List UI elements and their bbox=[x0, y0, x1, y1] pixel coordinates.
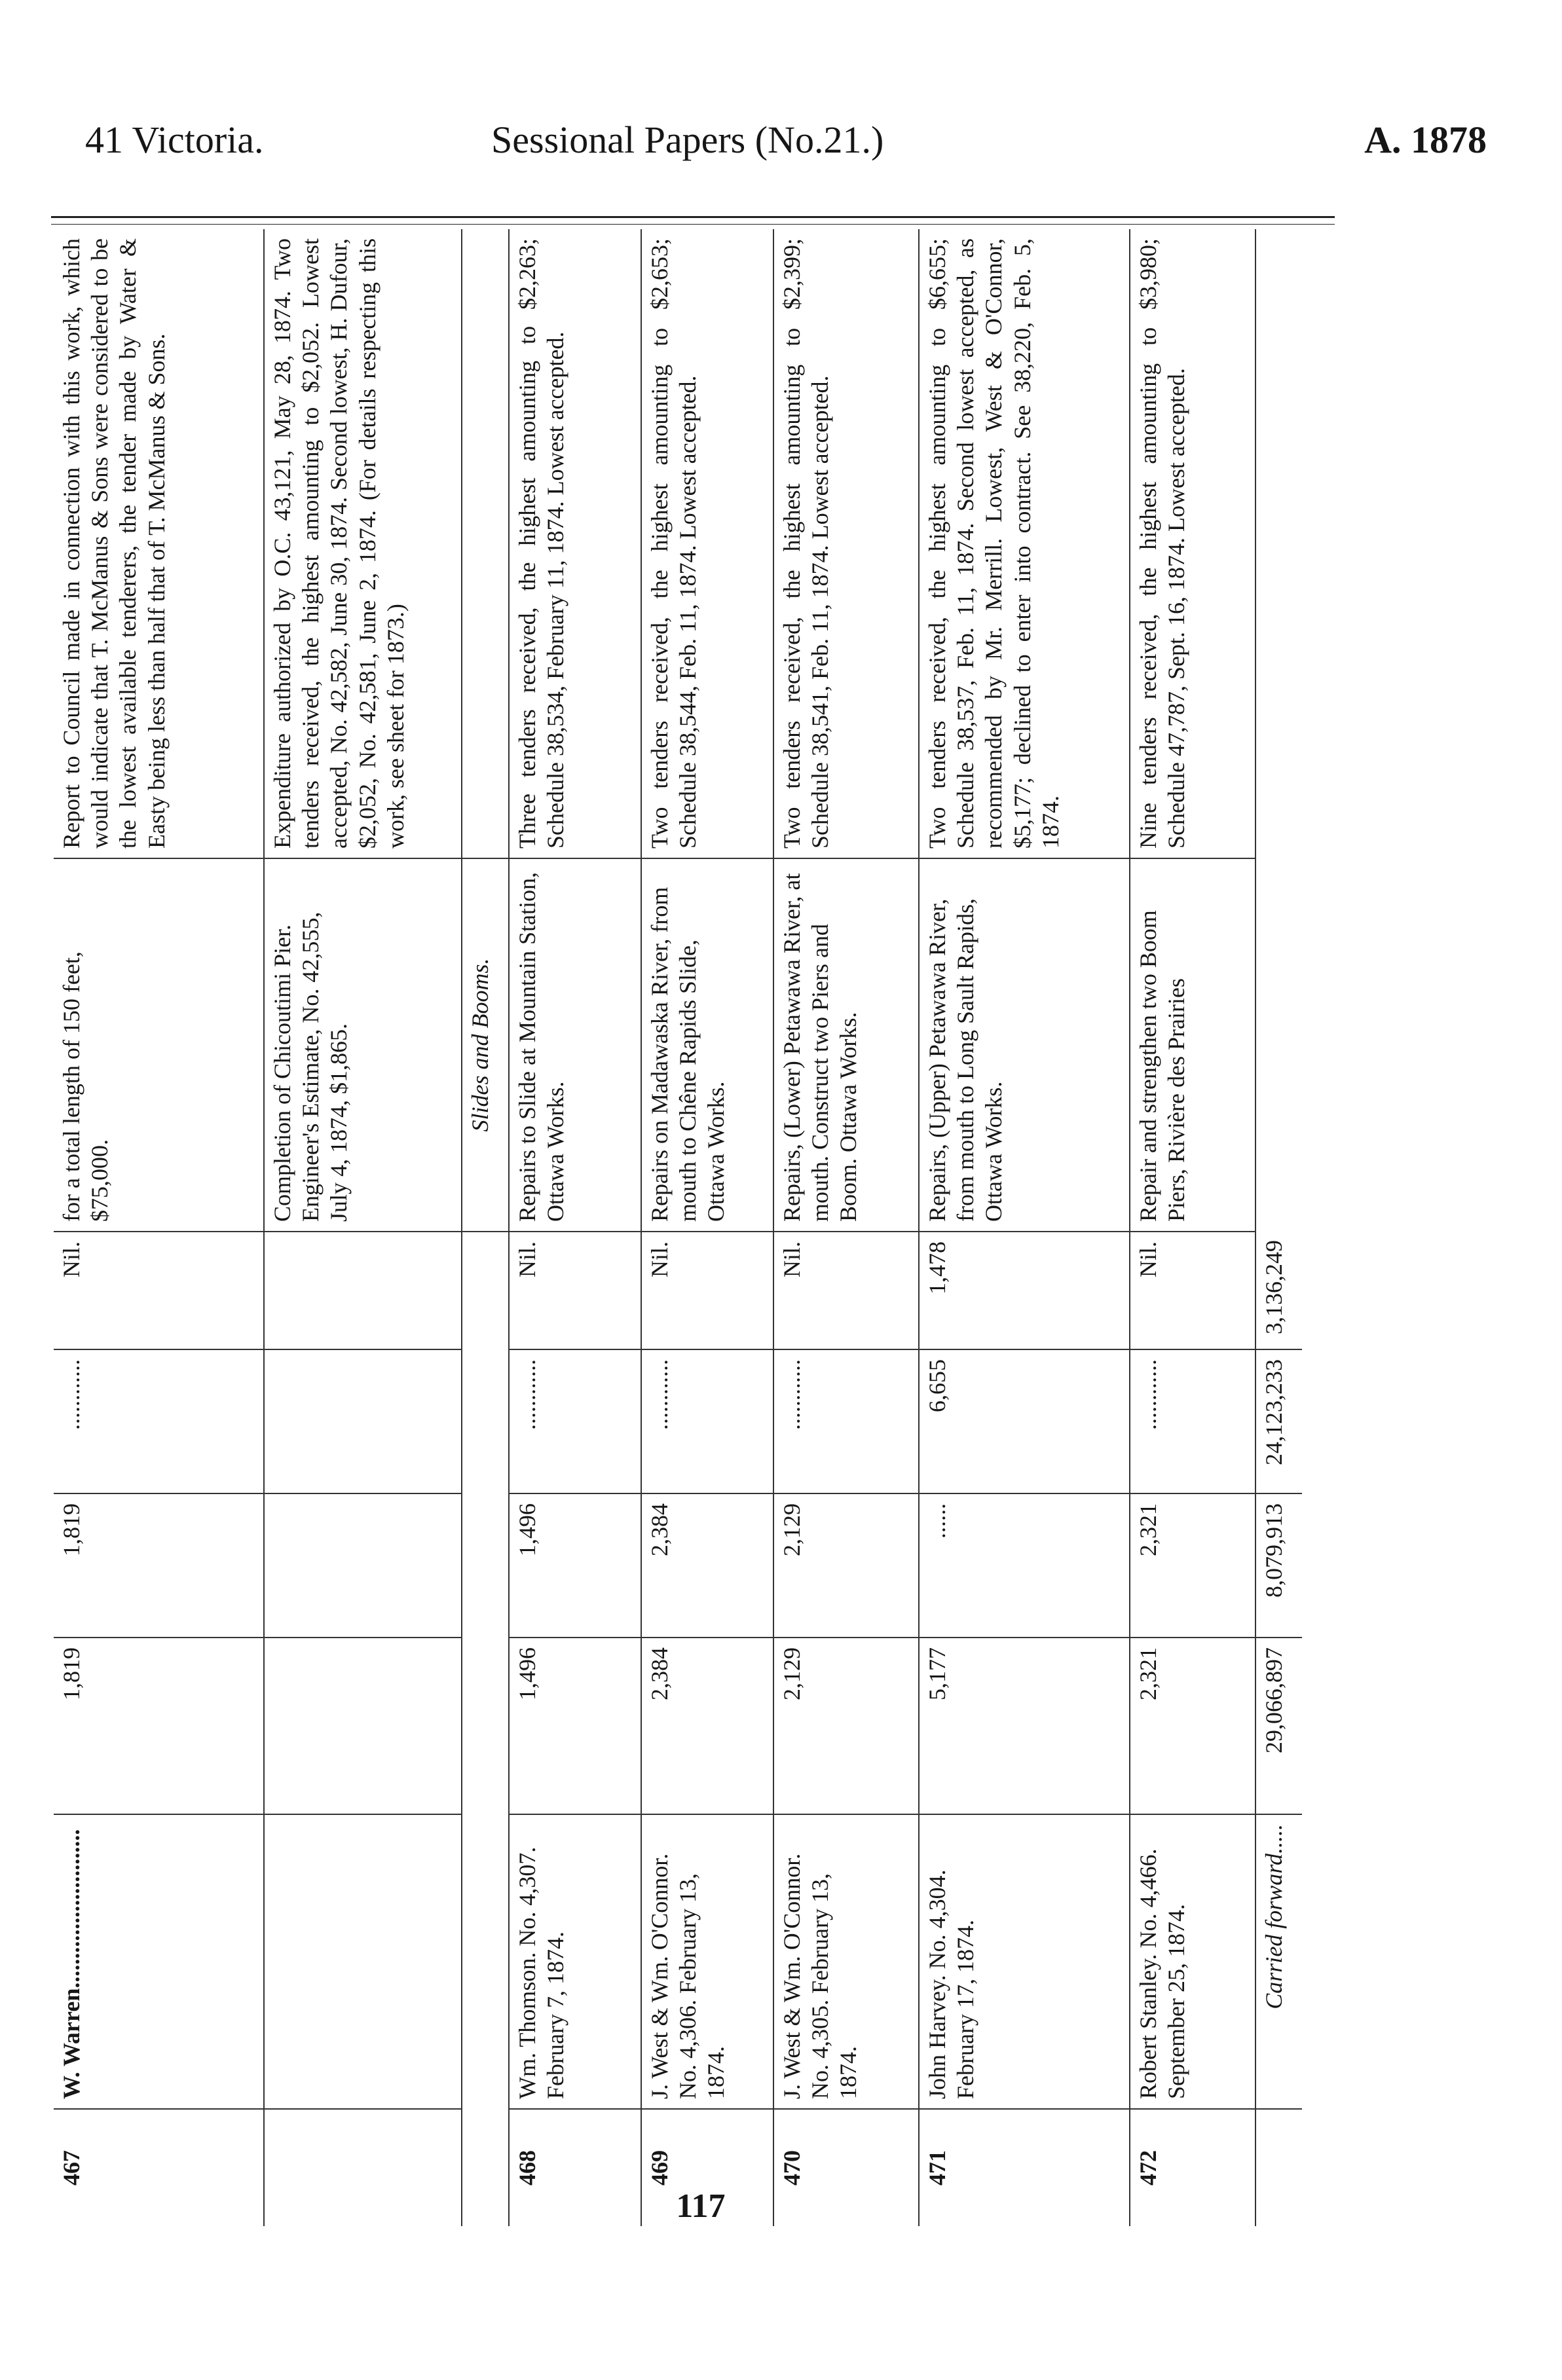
amount-paid: 2,321 bbox=[1130, 1493, 1255, 1637]
table-row bbox=[774, 229, 920, 2226]
remarks: Two tenders received, the highest amounting to $6,655; Schedule 38,537, Feb. 11, 1874. Second lowest accepted, as recommended by Mr. Merrill. Lowest, West & O'Connor, $5,177; declined to enter into contract. See 38,220, Feb. 5, 1874. bbox=[924, 238, 1064, 849]
amount-paid: 1,496 bbox=[510, 1493, 641, 1637]
contractor-name: W. Warren........................... bbox=[54, 1814, 263, 2108]
amount-col6: Nil. bbox=[774, 1231, 918, 1349]
total-col5: 24,123,233 bbox=[1256, 1349, 1302, 1493]
amount-paid bbox=[265, 1493, 461, 1637]
header-year: A. 1878 bbox=[1364, 119, 1487, 161]
total-paid: 8,079,913 bbox=[1256, 1493, 1302, 1637]
section-title: Slides and Booms. bbox=[462, 858, 508, 1231]
amount-col6: Nil. bbox=[642, 1231, 773, 1349]
remarks: Nine tenders received, the highest amounting to $3,980; Schedule 47,787, Sept. 16, 1874. Lowest accepted. bbox=[1135, 238, 1190, 849]
work-description: Repairs, (Upper) Petawawa River, from mouth to Long Sault Rapids, Ottawa Works. bbox=[920, 858, 1129, 1231]
amount-paid: 1,819 bbox=[54, 1493, 263, 1637]
table-row bbox=[1130, 229, 1256, 2226]
contractor-name bbox=[265, 1814, 461, 2108]
totals-row bbox=[1256, 229, 1302, 2226]
table-row bbox=[265, 229, 462, 2226]
carried-forward-label: Carried forward..... bbox=[1256, 1814, 1302, 2108]
table-row bbox=[510, 229, 642, 2226]
row-number: 468 bbox=[510, 2108, 641, 2226]
work-description: Repairs to Slide at Mountain Station, Ottawa Works. bbox=[510, 858, 641, 1231]
total-col6: 3,136,249 bbox=[1261, 1240, 1287, 1334]
amount-col6 bbox=[265, 1231, 461, 1349]
page-header bbox=[85, 118, 1487, 196]
amount-col5: ............ bbox=[1130, 1349, 1255, 1493]
row-number: 469 bbox=[642, 2108, 773, 2226]
amount-col5: ............ bbox=[54, 1349, 263, 1493]
contractor-name: J. West & Wm. O'Connor. No. 4,306. February 13, 1874. bbox=[642, 1814, 773, 2108]
row-number: 472 bbox=[1130, 2108, 1255, 2226]
contract-amount: 2,321 bbox=[1130, 1637, 1255, 1814]
amount-col6: 1,478 bbox=[920, 1231, 1129, 1349]
contract-amount: 2,129 bbox=[774, 1637, 918, 1814]
contract-amount: 1,819 bbox=[54, 1637, 263, 1814]
amount-col6: Nil. bbox=[54, 1231, 263, 1349]
header-volume: 41 Victoria. bbox=[85, 119, 264, 161]
contract-amount: 1,496 bbox=[510, 1637, 641, 1814]
work-description: Repair and strengthen two Boom Piers, Rivière des Prairies bbox=[1130, 858, 1255, 1231]
work-description: Completion of Chicoutimi Pier. Engineer's Estimate, No. 42,555, July 4, 1874, $1,865. bbox=[265, 858, 461, 1231]
amount-col5: 6,655 bbox=[920, 1349, 1129, 1493]
table-row bbox=[642, 229, 774, 2226]
contracts-table bbox=[54, 229, 1350, 2226]
contractor-name: J. West & Wm. O'Connor. No. 4,305. February 13, 1874. bbox=[774, 1814, 918, 2108]
work-description: Repairs, (Lower) Petawawa River, at mouth. Construct two Piers and Boom. Ottawa Works. bbox=[774, 858, 918, 1231]
total-amount: 29,066,897 bbox=[1256, 1637, 1302, 1814]
contract-amount bbox=[265, 1637, 461, 1814]
remarks: Expenditure authorized by O.C. 43,121, May 28, 1874. Two tenders received, the highest amounting to $2,052. Lowest accepted, No. 42,582, June 30, 1874. Second lowest, H. Dufour, $2,052, No. 42,581, June 2, 1874. (For details respecting this work, see sheet for 1873.) bbox=[269, 238, 409, 849]
contractor-name: Robert Stanley. No. 4,466. September 25, 1874. bbox=[1130, 1814, 1255, 2108]
remarks: Three tenders received, the highest amounting to $2,263; Schedule 38,534, February 11, 1874. Lowest accepted. bbox=[514, 238, 569, 849]
contract-amount: 2,384 bbox=[642, 1637, 773, 1814]
amount-col5: ............ bbox=[642, 1349, 773, 1493]
header-title: Sessional Papers (No.21.) bbox=[491, 119, 884, 161]
table-row bbox=[54, 229, 265, 2226]
remarks: Two tenders received, the highest amounting to $2,399; Schedule 38,541, Feb. 11, 1874. Lowest accepted. bbox=[779, 238, 834, 849]
row-number bbox=[265, 2108, 461, 2226]
work-description: for a total length of 150 feet, $75,000. bbox=[54, 858, 263, 1231]
amount-paid: ...... bbox=[920, 1493, 1129, 1637]
header-rule-thin bbox=[51, 224, 1335, 225]
contractor-name: John Harvey. No. 4,304. February 17, 1874. bbox=[920, 1814, 1129, 2108]
amount-paid: 2,129 bbox=[774, 1493, 918, 1637]
header-rule bbox=[51, 216, 1335, 218]
work-description: Repairs on Madawaska River, from mouth to Chêne Rapids Slide, Ottawa Works. bbox=[642, 858, 773, 1231]
amount-col5: ............ bbox=[774, 1349, 918, 1493]
amount-col5 bbox=[265, 1349, 461, 1493]
contractor-name: Wm. Thomson. No. 4,307. February 7, 1874. bbox=[510, 1814, 641, 2108]
section-heading-row bbox=[462, 229, 510, 2226]
page-number: 117 bbox=[676, 2188, 726, 2225]
amount-paid: 2,384 bbox=[642, 1493, 773, 1637]
row-number: 470 bbox=[774, 2108, 918, 2226]
row-number: 471 bbox=[920, 2108, 1129, 2226]
row-number: 467 bbox=[54, 2108, 263, 2226]
table-row bbox=[920, 229, 1130, 2226]
amount-col5: ............ bbox=[510, 1349, 641, 1493]
amount-col6: Nil. bbox=[510, 1231, 641, 1349]
remarks: Report to Council made in connection with this work, which would indicate that T. McManus & Sons were considered to be the lowest available tenderers, the tender made by Water & Easty being less than half that of T. McManus & Sons. bbox=[58, 238, 170, 849]
contract-amount: 5,177 bbox=[920, 1637, 1129, 1814]
amount-col6: Nil. bbox=[1130, 1231, 1255, 1349]
remarks: Two tenders received, the highest amounting to $2,653; Schedule 38,544, Feb. 11, 1874. Lowest accepted. bbox=[646, 238, 701, 849]
